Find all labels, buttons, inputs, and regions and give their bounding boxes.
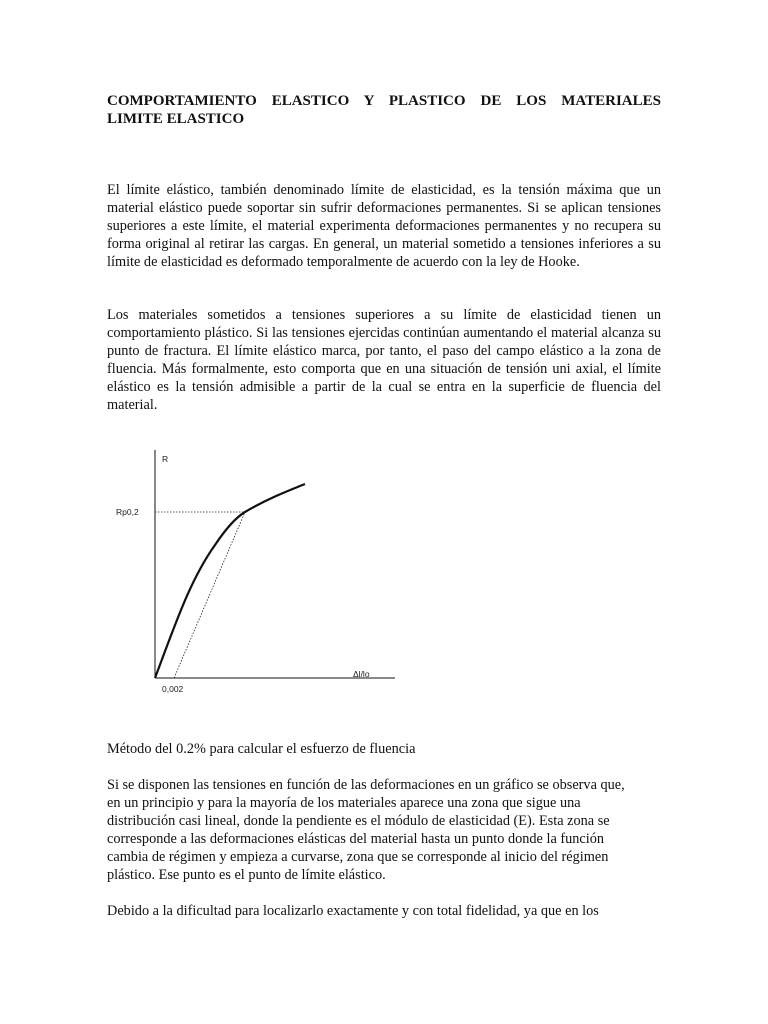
- stress-strain-figure: [100, 440, 400, 700]
- offset-line: [174, 512, 245, 678]
- paragraph-difficulty: Debido a la dificultad para localizarlo exactamente y con total fidelidad, ya que en los: [107, 903, 599, 919]
- paragraph-line: plástico. Ese punto es el punto de límite elástico.: [107, 867, 386, 883]
- paragraph-line: cambia de régimen y empieza a curvarse, zona que se corresponde al inicio del régimen: [107, 849, 609, 865]
- offset-label: 0,002: [162, 684, 184, 694]
- paragraph-line: distribución casi lineal, donde la pendiente es el módulo de elasticidad (E). Esta zona se: [107, 813, 610, 829]
- figure-caption: Método del 0.2% para calcular el esfuerzo de fluencia: [107, 741, 416, 757]
- stress-strain-diagram: [100, 440, 400, 700]
- title-line-1: COMPORTAMIENTO ELASTICO Y PLASTICO DE LOS MATERIALES: [107, 93, 661, 109]
- stress-strain-curve: [155, 484, 305, 678]
- document-title: [107, 92, 661, 128]
- paragraph-line: corresponde a las deformaciones elásticas del material hasta un punto donde la función: [107, 831, 605, 847]
- title-line-2: LIMITE ELASTICO: [107, 111, 245, 127]
- y-axis-label: R: [162, 454, 169, 464]
- paragraph-stress-graph: [107, 776, 661, 884]
- paragraph-line: Si se disponen las tensiones en función de las deformaciones en un gráfico se observa que,: [107, 777, 625, 793]
- x-axis-label: Δl/lo: [353, 669, 370, 679]
- yield-label: Rp0,2: [116, 507, 139, 517]
- paragraph-line: en un principio y para la mayoría de los materiales aparece una zona que sigue una: [107, 795, 581, 811]
- paragraph-elastic-limit: El límite elástico, también denominado límite de elasticidad, es la tensión máxima que un material elástico puede soportar sin sufrir deformaciones permanentes. Si se aplican tensiones superiores a este límite, el material experimenta deformaciones permanentes y no recupera su forma original al retirar las cargas. En general, un material sometido a tensiones inferiores a su límite de elasticidad es deformado temporalmente de acuerdo con la ley de Hooke.: [107, 182, 661, 270]
- paragraph-plastic-behavior: Los materiales sometidos a tensiones superiores a su límite de elasticidad tienen un comportamiento plástico. Si las tensiones ejercidas continúan aumentando el material alcanza su punto de fractura. El límite elástico marca, por tanto, el paso del campo elástico a la zona de fluencia. Más formalmente, esto comporta que en una situación de tensión uni axial, el límite elástico es la tensión admisible a partir de la cual se entra en la superficie de fluencia del material.: [107, 307, 661, 413]
